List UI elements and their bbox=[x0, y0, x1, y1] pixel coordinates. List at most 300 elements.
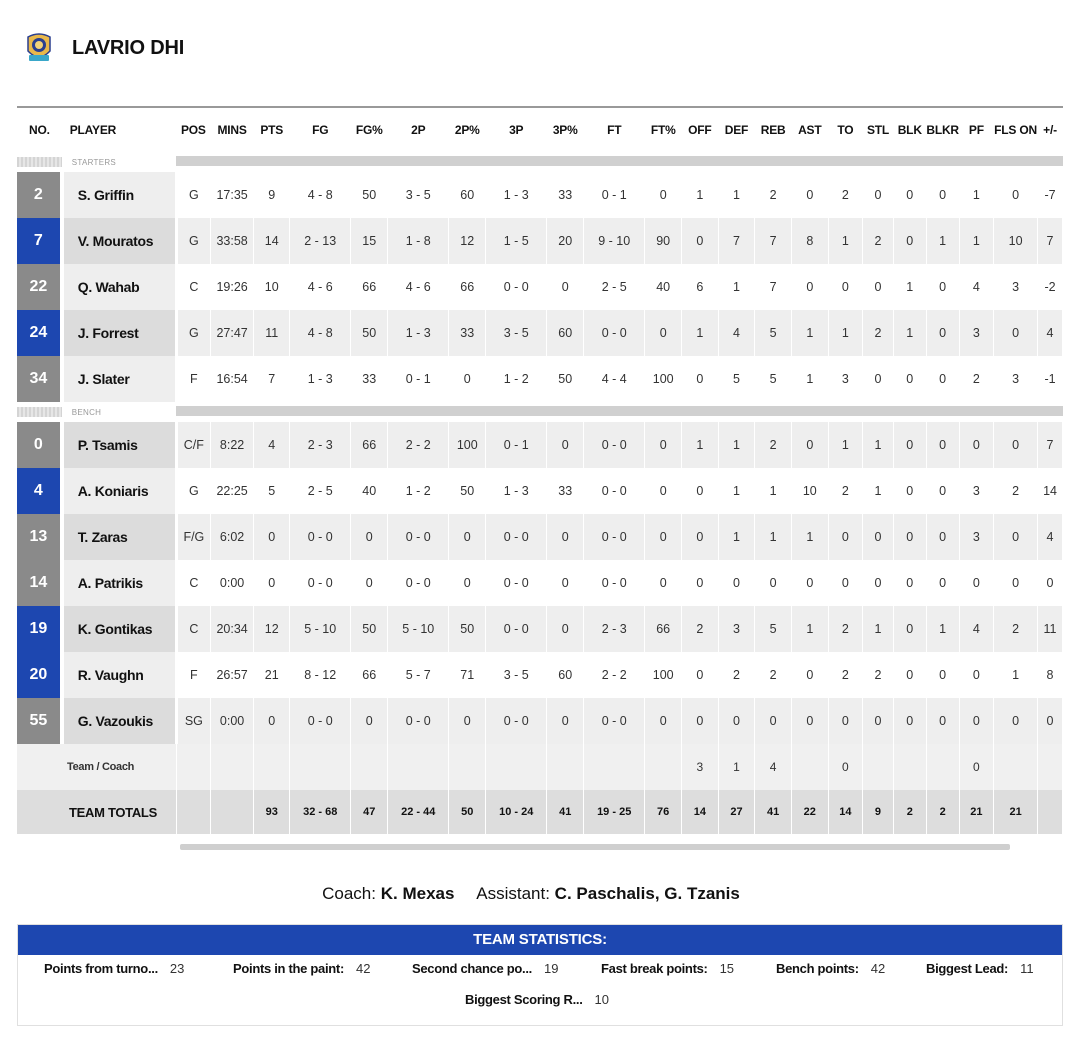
player-name-link[interactable]: Q. Wahab bbox=[62, 264, 177, 310]
bench-section-row bbox=[17, 402, 1063, 422]
jersey-number: 24 bbox=[17, 310, 62, 356]
stat-cell-2p: 4 - 6 bbox=[388, 264, 449, 310]
player-row[interactable] bbox=[17, 698, 1063, 744]
stat-cell-3p-pct: 0 bbox=[547, 560, 584, 606]
stat-cell-fg: 4 - 8 bbox=[290, 310, 351, 356]
stat-cell-fls-on: 0 bbox=[994, 698, 1038, 744]
stat-cell-fls-on: 0 bbox=[994, 310, 1038, 356]
column-header-def[interactable]: DEF bbox=[724, 123, 749, 137]
player-name-link[interactable]: J. Forrest bbox=[62, 310, 177, 356]
stat-cell-fls-on: 3 bbox=[994, 356, 1038, 402]
starters-section-row bbox=[17, 152, 1063, 172]
team-statistics-title: TEAM STATISTICS: bbox=[18, 925, 1062, 955]
stat-cell-pos: G bbox=[176, 218, 210, 264]
stat-cell-2p: 3 - 5 bbox=[388, 172, 449, 218]
stat-cell-off: 0 bbox=[682, 356, 719, 402]
starters-section-label: STARTERS bbox=[62, 152, 177, 172]
stat-cell-3p: 0 - 0 bbox=[486, 606, 547, 652]
player-row[interactable] bbox=[17, 310, 1063, 356]
coaching-staff bbox=[0, 884, 1080, 904]
player-row[interactable] bbox=[17, 606, 1063, 652]
table-header-row bbox=[17, 108, 1063, 152]
stat-cell-reb: 5 bbox=[755, 310, 792, 356]
stat-value: 11 bbox=[1020, 961, 1034, 976]
stat-cell-pos: F bbox=[176, 652, 210, 698]
stat-cell-3p-pct: 50 bbox=[547, 356, 584, 402]
stat-cell-pos: C bbox=[176, 560, 210, 606]
stat-cell-ast: 1 bbox=[791, 310, 828, 356]
column-header-3p-pct[interactable]: 3P% bbox=[552, 123, 578, 137]
stat-cell-fls-on: 0 bbox=[994, 172, 1038, 218]
stat-cell-ft-pct: 0 bbox=[645, 560, 682, 606]
team-name: LAVRIO DHI bbox=[72, 36, 185, 59]
stat-cell-fg-pct: 66 bbox=[351, 264, 388, 310]
stat-cell-to: 3 bbox=[828, 356, 863, 402]
bench-section-label: BENCH bbox=[62, 402, 177, 422]
stat-biggest-scoring-run bbox=[465, 992, 609, 1007]
team-coach-cell-blkr bbox=[926, 744, 959, 790]
total-cell-blk: 2 bbox=[893, 790, 926, 834]
stat-cell-ft-pct: 0 bbox=[645, 514, 682, 560]
player-name-link[interactable]: V. Mouratos bbox=[62, 218, 177, 264]
stat-cell-3p-pct: 33 bbox=[547, 468, 584, 514]
stat-cell-off: 1 bbox=[682, 422, 719, 468]
column-header-ft-pct[interactable]: FT% bbox=[650, 123, 676, 137]
stat-cell-ft-pct: 0 bbox=[645, 422, 682, 468]
stat-cell-2p-pct: 60 bbox=[449, 172, 486, 218]
stat-cell-off: 1 bbox=[682, 172, 719, 218]
stat-cell-2p-pct: 0 bbox=[449, 560, 486, 606]
player-name-link[interactable]: G. Vazoukis bbox=[62, 698, 177, 744]
stat-cell-to: 0 bbox=[828, 264, 863, 310]
jersey-number: 0 bbox=[17, 422, 62, 468]
stat-cell-fg: 0 - 0 bbox=[290, 698, 351, 744]
stat-cell-stl: 0 bbox=[863, 698, 894, 744]
column-header-ft[interactable]: FT bbox=[607, 123, 622, 137]
team-coach-cell-to: 0 bbox=[828, 744, 863, 790]
column-header-mins[interactable]: MINS bbox=[217, 123, 247, 137]
stat-cell-ft-pct: 90 bbox=[645, 218, 682, 264]
stat-cell-ast: 0 bbox=[791, 264, 828, 310]
stat-cell-to: 2 bbox=[828, 606, 863, 652]
player-name-link[interactable]: A. Patrikis bbox=[62, 560, 177, 606]
team-coach-cell-fg bbox=[290, 744, 351, 790]
player-name-link[interactable]: R. Vaughn bbox=[62, 652, 177, 698]
stat-cell-mins: 33:58 bbox=[210, 218, 254, 264]
stat-cell-2p-pct: 0 bbox=[449, 356, 486, 402]
stat-cell-stl: 0 bbox=[863, 172, 894, 218]
column-header-ast[interactable]: AST bbox=[798, 123, 822, 137]
stat-cell-pf: 4 bbox=[959, 264, 993, 310]
stat-cell-3p: 0 - 1 bbox=[486, 422, 547, 468]
team-header bbox=[24, 28, 184, 68]
stat-cell-plus-minus: 0 bbox=[1038, 560, 1063, 606]
stat-cell-pf: 0 bbox=[959, 698, 993, 744]
stat-cell-pf: 0 bbox=[959, 652, 993, 698]
stat-cell-3p: 1 - 5 bbox=[486, 218, 547, 264]
stat-cell-mins: 6:02 bbox=[210, 514, 254, 560]
stat-cell-stl: 2 bbox=[863, 218, 894, 264]
team-coach-row bbox=[17, 744, 1063, 790]
stat-cell-def: 4 bbox=[718, 310, 755, 356]
coach-label: Coach: bbox=[322, 884, 376, 903]
stat-cell-3p: 0 - 0 bbox=[486, 264, 547, 310]
stat-cell-ft-pct: 40 bbox=[645, 264, 682, 310]
column-header-plus-minus[interactable]: +/- bbox=[1043, 123, 1057, 137]
stat-cell-fg-pct: 0 bbox=[351, 514, 388, 560]
stat-cell-def: 7 bbox=[718, 218, 755, 264]
team-totals-label: TEAM TOTALS bbox=[17, 790, 176, 834]
stat-cell-fg-pct: 40 bbox=[351, 468, 388, 514]
team-totals-row bbox=[17, 790, 1063, 834]
team-coach-cell-pos bbox=[176, 744, 210, 790]
jersey-number: 22 bbox=[17, 264, 62, 310]
stat-cell-blk: 0 bbox=[893, 560, 926, 606]
stat-value: 42 bbox=[870, 961, 886, 976]
stat-cell-ft: 0 - 0 bbox=[584, 310, 645, 356]
stat-cell-ft: 2 - 3 bbox=[584, 606, 645, 652]
total-cell-def: 27 bbox=[718, 790, 755, 834]
coach-name: K. Mexas bbox=[380, 884, 455, 903]
player-row[interactable] bbox=[17, 514, 1063, 560]
team-coach-cell-fg-pct bbox=[351, 744, 388, 790]
stat-label: Bench points: bbox=[776, 961, 859, 976]
stat-label: Fast break points: bbox=[601, 961, 708, 976]
stat-cell-pf: 3 bbox=[959, 468, 993, 514]
stat-cell-ast: 0 bbox=[791, 422, 828, 468]
boxscore-table-container[interactable] bbox=[17, 106, 1063, 844]
stat-cell-mins: 19:26 bbox=[210, 264, 254, 310]
stat-cell-off: 2 bbox=[682, 606, 719, 652]
stat-cell-pf: 1 bbox=[959, 172, 993, 218]
column-header-reb[interactable]: REB bbox=[760, 123, 786, 137]
stat-cell-mins: 27:47 bbox=[210, 310, 254, 356]
team-coach-cell-pf: 0 bbox=[959, 744, 993, 790]
stat-cell-reb: 5 bbox=[755, 606, 792, 652]
stat-cell-2p: 0 - 0 bbox=[388, 560, 449, 606]
stat-cell-ft: 0 - 0 bbox=[584, 422, 645, 468]
jersey-number: 4 bbox=[17, 468, 62, 514]
stat-cell-stl: 1 bbox=[863, 422, 894, 468]
stat-cell-pf: 1 bbox=[959, 218, 993, 264]
stat-cell-3p: 0 - 0 bbox=[486, 698, 547, 744]
stat-cell-pts: 21 bbox=[254, 652, 290, 698]
stat-cell-pf: 3 bbox=[959, 514, 993, 560]
stat-cell-pos: G bbox=[176, 310, 210, 356]
team-statistics-panel bbox=[17, 924, 1063, 1026]
stat-cell-3p-pct: 0 bbox=[547, 264, 584, 310]
stat-cell-blk: 0 bbox=[893, 698, 926, 744]
stat-biggest-lead bbox=[926, 961, 1034, 976]
stat-points-from-turnovers bbox=[44, 961, 184, 976]
stat-cell-def: 0 bbox=[718, 698, 755, 744]
assistant-label: Assistant: bbox=[476, 884, 550, 903]
stat-cell-2p: 1 - 2 bbox=[388, 468, 449, 514]
column-header-pts[interactable]: PTS bbox=[260, 123, 284, 137]
stat-cell-2p: 0 - 1 bbox=[388, 356, 449, 402]
stat-cell-blkr: 0 bbox=[926, 422, 959, 468]
player-row[interactable] bbox=[17, 264, 1063, 310]
stat-cell-pts: 12 bbox=[254, 606, 290, 652]
column-header-player[interactable]: PLAYER bbox=[69, 123, 117, 137]
stat-cell-ft: 9 - 10 bbox=[584, 218, 645, 264]
total-cell-pf: 21 bbox=[959, 790, 993, 834]
stat-cell-ft: 0 - 0 bbox=[584, 514, 645, 560]
stat-cell-pts: 10 bbox=[254, 264, 290, 310]
stat-cell-to: 1 bbox=[828, 218, 863, 264]
stat-cell-pos: C bbox=[176, 606, 210, 652]
section-stripe bbox=[17, 152, 62, 172]
column-header-stl[interactable]: STL bbox=[866, 123, 890, 137]
stat-cell-2p-pct: 50 bbox=[449, 606, 486, 652]
player-name-link[interactable]: P. Tsamis bbox=[62, 422, 177, 468]
stat-cell-2p: 5 - 10 bbox=[388, 606, 449, 652]
stat-cell-pts: 4 bbox=[254, 422, 290, 468]
section-divider bbox=[176, 152, 1062, 172]
stat-cell-mins: 8:22 bbox=[210, 422, 254, 468]
total-cell-mins bbox=[210, 790, 254, 834]
stat-cell-fg: 2 - 13 bbox=[290, 218, 351, 264]
stat-cell-fg-pct: 66 bbox=[351, 422, 388, 468]
column-header-fls-on[interactable]: FLS ON bbox=[994, 123, 1037, 137]
column-header-fg-pct[interactable]: FG% bbox=[355, 123, 383, 137]
stat-cell-ast: 0 bbox=[791, 560, 828, 606]
stat-cell-ft-pct: 0 bbox=[645, 310, 682, 356]
stat-cell-3p: 1 - 3 bbox=[486, 468, 547, 514]
total-cell-stl: 9 bbox=[863, 790, 894, 834]
stat-cell-def: 1 bbox=[718, 468, 755, 514]
stat-cell-to: 2 bbox=[828, 468, 863, 514]
stat-cell-ft-pct: 0 bbox=[645, 468, 682, 514]
stat-cell-3p-pct: 0 bbox=[547, 606, 584, 652]
stat-second-chance-points bbox=[412, 961, 558, 976]
stat-cell-ft: 2 - 5 bbox=[584, 264, 645, 310]
stat-cell-ft-pct: 0 bbox=[645, 698, 682, 744]
team-coach-cell-3p-pct bbox=[547, 744, 584, 790]
stat-cell-pos: F bbox=[176, 356, 210, 402]
stat-cell-2p-pct: 71 bbox=[449, 652, 486, 698]
stat-cell-blkr: 0 bbox=[926, 264, 959, 310]
stat-cell-pf: 0 bbox=[959, 422, 993, 468]
stat-cell-3p-pct: 33 bbox=[547, 172, 584, 218]
stat-cell-plus-minus: 7 bbox=[1038, 218, 1063, 264]
stat-cell-plus-minus: 4 bbox=[1038, 514, 1063, 560]
column-header-to[interactable]: TO bbox=[837, 123, 854, 137]
stat-cell-fg: 1 - 3 bbox=[290, 356, 351, 402]
column-header-2p-pct[interactable]: 2P% bbox=[454, 123, 480, 137]
player-name-link[interactable]: S. Griffin bbox=[62, 172, 177, 218]
stat-cell-blkr: 0 bbox=[926, 560, 959, 606]
stat-cell-3p: 1 - 2 bbox=[486, 356, 547, 402]
stat-cell-plus-minus: -7 bbox=[1038, 172, 1063, 218]
stat-cell-reb: 0 bbox=[755, 698, 792, 744]
stat-cell-plus-minus: -1 bbox=[1038, 356, 1063, 402]
stat-cell-reb: 1 bbox=[755, 514, 792, 560]
stat-cell-fg: 0 - 0 bbox=[290, 560, 351, 606]
stat-cell-blk: 1 bbox=[893, 264, 926, 310]
stat-cell-3p: 0 - 0 bbox=[486, 560, 547, 606]
column-header-2p[interactable]: 2P bbox=[411, 123, 426, 137]
stat-cell-3p: 0 - 0 bbox=[486, 514, 547, 560]
stat-cell-reb: 7 bbox=[755, 264, 792, 310]
jersey-number: 13 bbox=[17, 514, 62, 560]
stat-cell-reb: 7 bbox=[755, 218, 792, 264]
player-row[interactable] bbox=[17, 422, 1063, 468]
stat-cell-fg-pct: 0 bbox=[351, 560, 388, 606]
player-name-link[interactable]: A. Koniaris bbox=[62, 468, 177, 514]
stat-cell-ast: 10 bbox=[791, 468, 828, 514]
total-cell-2p: 22 - 44 bbox=[388, 790, 449, 834]
stat-cell-blkr: 0 bbox=[926, 310, 959, 356]
stat-cell-blk: 0 bbox=[893, 218, 926, 264]
stat-points-in-paint bbox=[233, 961, 370, 976]
stat-cell-ast: 1 bbox=[791, 514, 828, 560]
stat-cell-to: 0 bbox=[828, 514, 863, 560]
stat-cell-stl: 2 bbox=[863, 310, 894, 356]
stat-cell-3p-pct: 0 bbox=[547, 698, 584, 744]
stat-cell-ast: 0 bbox=[791, 172, 828, 218]
column-header-off[interactable]: OFF bbox=[688, 123, 712, 137]
total-cell-fls-on: 21 bbox=[994, 790, 1038, 834]
stat-cell-def: 0 bbox=[718, 560, 755, 606]
stat-cell-def: 1 bbox=[718, 172, 755, 218]
stat-cell-ft: 0 - 0 bbox=[584, 468, 645, 514]
column-header-blkr[interactable]: BLKR bbox=[926, 123, 959, 137]
stat-cell-ast: 1 bbox=[791, 356, 828, 402]
total-cell-reb: 41 bbox=[755, 790, 792, 834]
stat-cell-fls-on: 1 bbox=[994, 652, 1038, 698]
team-coach-cell-ft-pct bbox=[645, 744, 682, 790]
player-name-link[interactable]: K. Gontikas bbox=[62, 606, 177, 652]
team-coach-cell-ast bbox=[791, 744, 828, 790]
stat-cell-ft: 0 - 1 bbox=[584, 172, 645, 218]
stat-cell-2p: 0 - 0 bbox=[388, 698, 449, 744]
jersey-number: 55 bbox=[17, 698, 62, 744]
stat-cell-to: 0 bbox=[828, 698, 863, 744]
section-stripe bbox=[17, 402, 62, 422]
player-name-link[interactable]: T. Zaras bbox=[62, 514, 177, 560]
stat-cell-2p: 1 - 3 bbox=[388, 310, 449, 356]
player-row[interactable] bbox=[17, 172, 1063, 218]
jersey-number: 20 bbox=[17, 652, 62, 698]
stat-cell-pf: 4 bbox=[959, 606, 993, 652]
stat-cell-stl: 0 bbox=[863, 560, 894, 606]
stat-cell-plus-minus: -2 bbox=[1038, 264, 1063, 310]
stat-cell-def: 1 bbox=[718, 422, 755, 468]
boxscore-table bbox=[17, 108, 1063, 834]
stat-cell-fg-pct: 50 bbox=[351, 172, 388, 218]
stat-cell-pos: G bbox=[176, 172, 210, 218]
team-coach-cell-plus-minus bbox=[1038, 744, 1063, 790]
stat-cell-def: 2 bbox=[718, 652, 755, 698]
stat-cell-pos: C bbox=[176, 264, 210, 310]
player-row[interactable] bbox=[17, 218, 1063, 264]
stat-value: 19 bbox=[544, 961, 559, 976]
stat-cell-pts: 5 bbox=[254, 468, 290, 514]
team-coach-cell-stl bbox=[863, 744, 894, 790]
stat-cell-pts: 0 bbox=[254, 514, 290, 560]
stat-cell-fg: 8 - 12 bbox=[290, 652, 351, 698]
stat-cell-3p: 3 - 5 bbox=[486, 310, 547, 356]
stat-cell-blkr: 0 bbox=[926, 468, 959, 514]
stat-cell-to: 1 bbox=[828, 310, 863, 356]
stat-value: 10 bbox=[594, 992, 609, 1007]
stat-cell-ft-pct: 100 bbox=[645, 652, 682, 698]
total-cell-to: 14 bbox=[828, 790, 863, 834]
column-header-3p[interactable]: 3P bbox=[509, 123, 524, 137]
stat-cell-def: 1 bbox=[718, 514, 755, 560]
stat-cell-stl: 1 bbox=[863, 606, 894, 652]
stat-cell-fls-on: 2 bbox=[994, 468, 1038, 514]
stat-cell-2p: 5 - 7 bbox=[388, 652, 449, 698]
stat-cell-pts: 0 bbox=[254, 560, 290, 606]
stat-cell-def: 5 bbox=[718, 356, 755, 402]
column-header-blk[interactable]: BLK bbox=[897, 123, 922, 137]
stat-value: 42 bbox=[356, 961, 371, 976]
stat-cell-fls-on: 2 bbox=[994, 606, 1038, 652]
stat-cell-fg-pct: 66 bbox=[351, 652, 388, 698]
stat-cell-pts: 9 bbox=[254, 172, 290, 218]
team-coach-cell-fls-on bbox=[994, 744, 1038, 790]
stat-cell-fls-on: 0 bbox=[994, 422, 1038, 468]
stat-cell-2p-pct: 12 bbox=[449, 218, 486, 264]
stat-cell-off: 6 bbox=[682, 264, 719, 310]
stat-cell-def: 3 bbox=[718, 606, 755, 652]
stat-cell-off: 0 bbox=[682, 698, 719, 744]
stat-cell-fg: 4 - 8 bbox=[290, 172, 351, 218]
jersey-number: 34 bbox=[17, 356, 62, 402]
stat-cell-ft-pct: 66 bbox=[645, 606, 682, 652]
stat-label: Biggest Scoring R... bbox=[465, 992, 583, 1007]
stat-cell-reb: 0 bbox=[755, 560, 792, 606]
player-row[interactable] bbox=[17, 560, 1063, 606]
player-name-link[interactable]: J. Slater bbox=[62, 356, 177, 402]
team-coach-cell-pts bbox=[254, 744, 290, 790]
column-header-pos[interactable]: POS bbox=[180, 123, 206, 137]
stat-cell-plus-minus: 7 bbox=[1038, 422, 1063, 468]
player-row[interactable] bbox=[17, 652, 1063, 698]
stat-cell-stl: 2 bbox=[863, 652, 894, 698]
stat-cell-off: 0 bbox=[682, 468, 719, 514]
column-header-pf[interactable]: PF bbox=[968, 123, 984, 137]
stat-cell-fls-on: 0 bbox=[994, 560, 1038, 606]
stat-cell-ft: 0 - 0 bbox=[584, 698, 645, 744]
total-cell-pos bbox=[176, 790, 210, 834]
stat-cell-pf: 2 bbox=[959, 356, 993, 402]
stat-cell-2p: 2 - 2 bbox=[388, 422, 449, 468]
stat-cell-ft-pct: 0 bbox=[645, 172, 682, 218]
stat-cell-blkr: 0 bbox=[926, 514, 959, 560]
stat-cell-to: 1 bbox=[828, 422, 863, 468]
column-header-fg[interactable]: FG bbox=[312, 123, 329, 137]
stat-cell-blk: 0 bbox=[893, 514, 926, 560]
stat-cell-3p-pct: 0 bbox=[547, 514, 584, 560]
stat-cell-plus-minus: 11 bbox=[1038, 606, 1063, 652]
stat-cell-3p-pct: 0 bbox=[547, 422, 584, 468]
player-row[interactable] bbox=[17, 356, 1063, 402]
stat-cell-pts: 11 bbox=[254, 310, 290, 356]
player-row[interactable] bbox=[17, 468, 1063, 514]
column-header-no[interactable]: NO. bbox=[29, 123, 50, 137]
stat-cell-ast: 0 bbox=[791, 698, 828, 744]
total-cell-ft: 19 - 25 bbox=[584, 790, 645, 834]
team-coach-cell-reb: 4 bbox=[755, 744, 792, 790]
horizontal-scrollbar[interactable] bbox=[180, 844, 1010, 850]
stat-cell-fg-pct: 33 bbox=[351, 356, 388, 402]
team-coach-cell-blk bbox=[893, 744, 926, 790]
stat-cell-pos: SG bbox=[176, 698, 210, 744]
stat-cell-fg: 4 - 6 bbox=[290, 264, 351, 310]
